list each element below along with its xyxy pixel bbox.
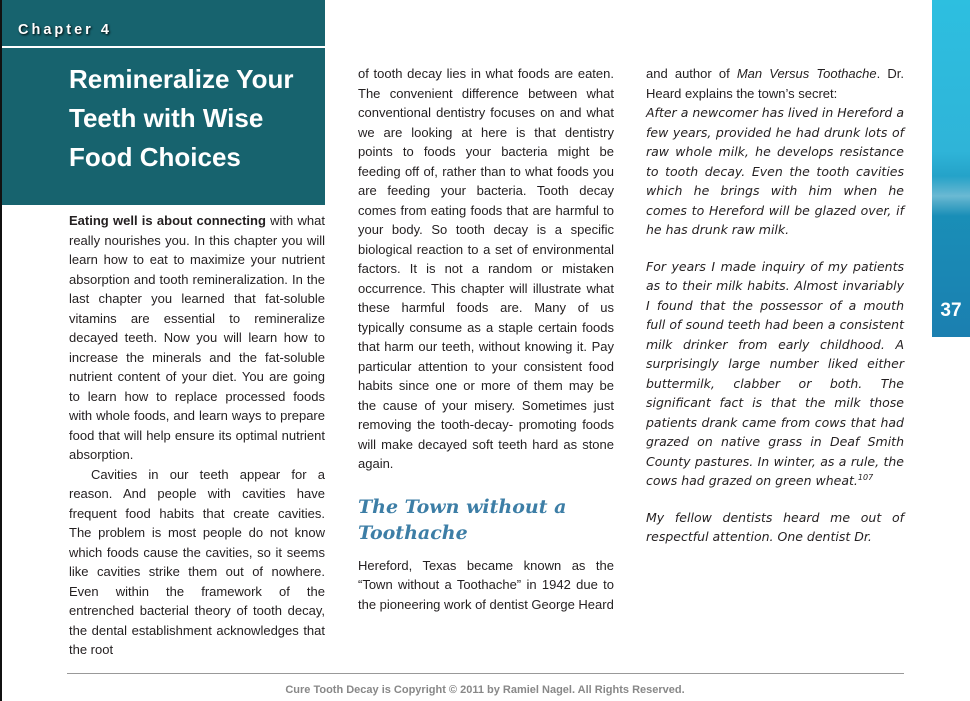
lead-phrase: Eating well is about connecting xyxy=(69,213,266,228)
section-heading: The Town without a Toothache xyxy=(358,495,567,544)
side-tab-highlight xyxy=(932,176,970,216)
paragraph: Hereford, Texas became known as the “Town without a Toothache” in 1942 due to the pioneering work of dentist George Heard xyxy=(358,557,614,612)
text-column-3 xyxy=(646,64,904,547)
intro-text: and author of xyxy=(646,66,737,81)
paragraph: of tooth decay lies in what foods are eaten. The convenient difference between what conventional dentistry focuses on and what we are looking at here is that dentistry points to foods your bacteria might be feeding off of, rather than to what foods you are feeding your bacteria. Tooth decay comes from eating foods that are harmful to your body. So tooth decay is a specific biological reaction to a set of environmental factors. It is not a random or mistaken occurrence. This chapter will illustrate what these harmful foods are. Many of us typically consume as a staple certain foods that harm our teeth, without knowing it. Pay particular attention to your consistent food habits since one or more of them may be the cause of your misery. Sometimes just removing the tooth-decay- promoting foods will make decayed soft teeth hard as stone again. xyxy=(358,66,614,471)
side-tab xyxy=(932,0,970,337)
page-number: 37 xyxy=(940,300,962,321)
text-column-2 xyxy=(358,64,614,614)
quote-text: For years I made inquiry of my patients as to their milk habits. Almost invariably I found that the possessor of a mouth full of sound teeth had been a consistent milk drinker from early childhood. A surprisingly large number liked either buttermilk, clabber or both. The significant fact is that the milk those patients drank came from cows that had grazed on native grass in Deaf Smith County pastures. In winter, as a rule, the cows had grazed on green wheat. xyxy=(646,258,904,488)
text-column-1 xyxy=(69,211,325,660)
footnote-reference[interactable]: 107 xyxy=(857,472,874,482)
block-quote: My fellow dentists heard me out of respectful attention. One dentist Dr. xyxy=(646,509,904,544)
lead-text: with what really nourishes you. In this chapter you will learn how to eat to maximize your nutrient absorption and tooth remineralization. In the last chapter you learned that fat-soluble vitamins are essential to remineralize decayed teeth. Now you will learn how to increase the minerals and the fat-soluble nutrient content of your diet. You are going to learn how to replace processed foods with whole foods, and learn ways to prepare food that will help ensure its optimal nutrient absorption. xyxy=(69,213,325,462)
footer-copyright: Cure Tooth Decay is Copyright © 2011 by Ramiel Nagel. All Rights Reserved. xyxy=(285,684,685,696)
block-quote xyxy=(646,257,904,491)
header-divider xyxy=(2,46,325,48)
intro-text-end: . Dr. Heard explains the town’s secret: xyxy=(646,66,904,101)
footer-divider xyxy=(67,673,904,674)
paragraph xyxy=(646,64,904,103)
block-quote: After a newcomer has lived in Hereford a few years, provided he had drunk lots of raw whole milk, he develops resistance to tooth decay. Even the tooth cavities which he brings with him when he comes to Hereford will be glazed over, if he has drunk raw milk. xyxy=(646,105,904,237)
paragraph xyxy=(69,211,325,465)
chapter-label: Chapter 4 xyxy=(18,22,112,38)
paragraph: Cavities in our teeth appear for a reason. And people with cavities have frequent food habits that create cavities. The problem is most people do not know which foods cause the cavities, so it seems like cavities strike them out of nowhere. Even within the framework of the entrenched bacterial theory of tooth decay, the dental establishment acknowledges that the root xyxy=(69,466,325,657)
book-title: Man Versus Toothache xyxy=(736,66,877,81)
chapter-title: Remineralize Your Teeth with Wise Food Choices xyxy=(69,64,294,172)
